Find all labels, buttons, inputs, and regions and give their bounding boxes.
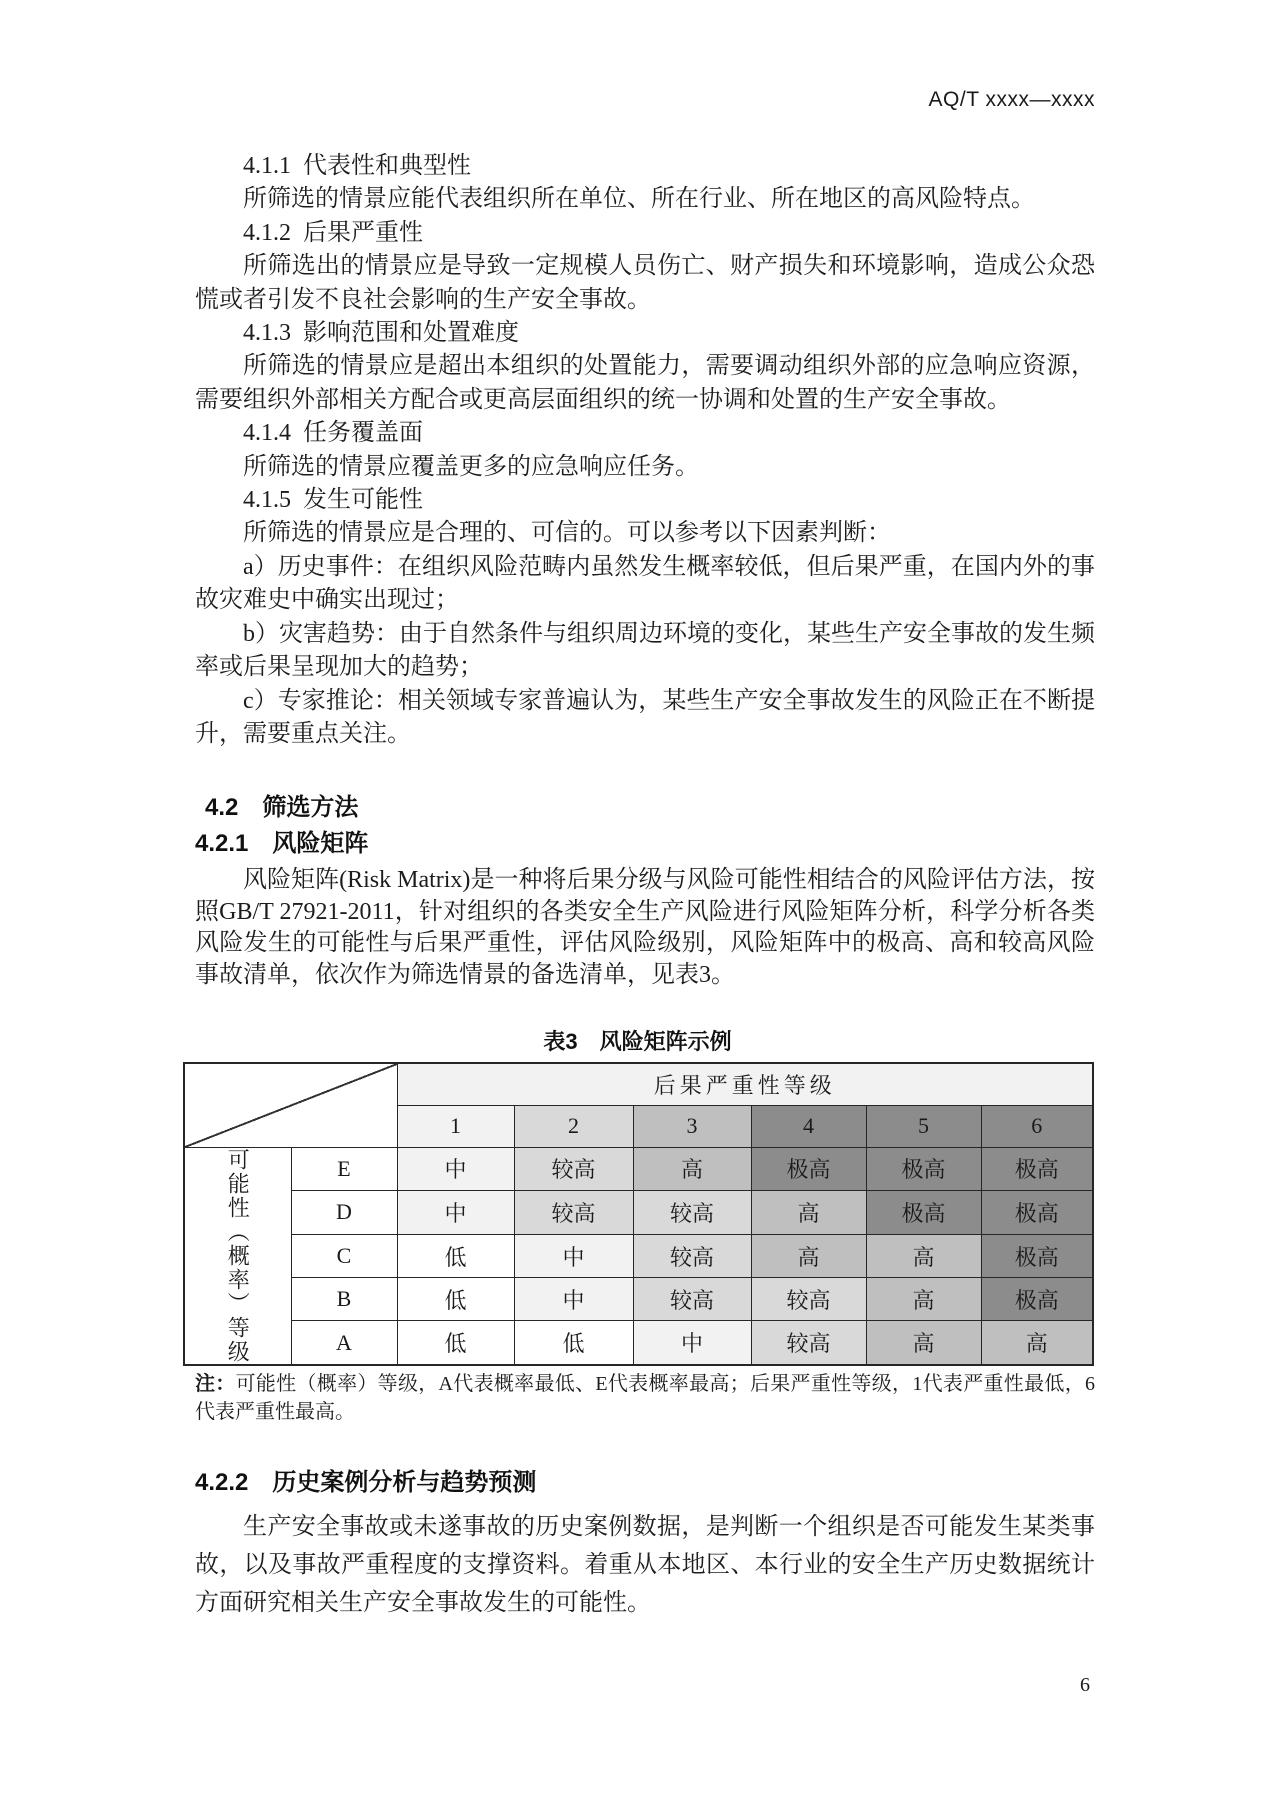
matrix-row-A	[184, 1321, 1093, 1365]
heading-4-1-5: 4.1.5 发生可能性	[243, 487, 423, 514]
cell-C-2: 中	[514, 1235, 633, 1278]
note-label: 注：	[195, 1372, 236, 1395]
risk-matrix-table	[183, 1062, 1094, 1366]
cell-B-5: 高	[866, 1278, 981, 1321]
note-text: 可能性（概率）等级，A代表概率最低、E代表概率最高；后果严重性等级，1代表严重性最低，6代表严重性最高。	[195, 1372, 1095, 1423]
severity-level-2: 2	[514, 1105, 633, 1147]
severity-level-6: 6	[981, 1105, 1093, 1147]
list-item-c: c）专家推论：相关领域专家普遍认为，某些生产安全事故发生的风险正在不断提升，需要重点关注。	[195, 687, 1095, 747]
cell-E-2: 较高	[514, 1147, 633, 1190]
row-label-D: D	[291, 1190, 397, 1234]
cell-C-1: 低	[397, 1235, 514, 1278]
body-blocks-top	[195, 150, 1095, 991]
cell-D-3: 较高	[633, 1190, 751, 1234]
heading-4-1-1: 4.1.1 代表性和典型性	[243, 153, 471, 179]
cell-C-6: 极高	[981, 1235, 1093, 1278]
cell-A-2: 低	[514, 1321, 633, 1365]
cell-B-6: 极高	[981, 1278, 1093, 1321]
para-4-2-2: 生产安全事故或未遂事故的历史案例数据，是判断一个组织是否可能发生某类事故，以及事故严重程度的支撑资料。着重从本地区、本行业的安全生产历史数据统计方面研究相关生产安全事故发生的可能性。	[195, 1513, 1095, 1616]
severity-level-5: 5	[866, 1105, 981, 1147]
body-blocks-bottom	[195, 1466, 1095, 1622]
list-item-b: b）灾害趋势：由于自然条件与组织周边环境的变化，某些生产安全事故的发生频率或后果呈现加大的趋势；	[195, 620, 1095, 681]
heading-4-1-3: 4.1.3 影响范围和处置难度	[243, 320, 519, 347]
cell-D-6: 极高	[981, 1190, 1093, 1234]
page-content	[195, 0, 1095, 1622]
cell-E-6: 极高	[981, 1147, 1093, 1190]
row-label-A: A	[291, 1321, 397, 1365]
heading-4-1-4: 4.1.4 任务覆盖面	[243, 420, 423, 447]
cell-B-4: 较高	[751, 1278, 866, 1321]
heading-4-2: 4.2 筛选方法	[205, 794, 359, 822]
heading-4-2-2: 4.2.2 历史案例分析与趋势预测	[195, 1468, 537, 1496]
cell-E-5: 极高	[866, 1147, 981, 1190]
cell-A-6: 高	[981, 1321, 1093, 1365]
para-risk-matrix: 风险矩阵(Risk Matrix)是一种将后果分级与风险可能性相结合的风险评估方法，按照GB/T 27921-2011，针对组织的各类安全生产风险进行风险矩阵分析，科学分析各类风险发生的可能性与后果严重性，评估风险级别，风险矩阵中的极高、高和较高风险事故清单，依次作为筛选情景的备选清单，见表3。	[195, 867, 1095, 988]
cell-C-5: 高	[866, 1235, 981, 1278]
severity-level-1: 1	[397, 1105, 514, 1147]
para-4-1-5: 所筛选的情景应是合理的、可信的。可以参考以下因素判断：	[243, 520, 891, 547]
cell-B-3: 较高	[633, 1278, 751, 1321]
cell-D-1: 中	[397, 1190, 514, 1234]
diagonal-corner-cell	[184, 1063, 397, 1147]
table-caption: 表3 风险矩阵示例	[543, 1029, 732, 1055]
cell-A-4: 较高	[751, 1321, 866, 1365]
matrix-row-D	[184, 1190, 1093, 1234]
severity-level-4: 4	[751, 1105, 866, 1147]
cell-E-4: 极高	[751, 1147, 866, 1190]
probability-group-header: 可能性（概率）等级	[184, 1147, 291, 1365]
table-note	[195, 1370, 1095, 1426]
para-4-1-3: 所筛选的情景应是超出本组织的处置能力，需要调动组织外部的应急响应资源，需要组织外部相关方配合或更高层面组织的统一协调和处置的生产安全事故。	[195, 353, 1095, 413]
cell-E-3: 高	[633, 1147, 751, 1190]
page-number: 6	[1080, 1674, 1090, 1696]
matrix-row-E	[184, 1147, 1093, 1190]
cell-A-5: 高	[866, 1321, 981, 1365]
severity-level-3: 3	[633, 1105, 751, 1147]
cell-D-2: 较高	[514, 1190, 633, 1234]
para-4-1-2: 所筛选出的情景应是导致一定规模人员伤亡、财产损失和环境影响，造成公众恐慌或者引发不良社会影响的生产安全事故。	[195, 253, 1095, 313]
cell-E-1: 中	[397, 1147, 514, 1190]
heading-4-1-2: 4.1.2 后果严重性	[243, 219, 423, 246]
list-item-a: a）历史事件：在组织风险范畴内虽然发生概率较低，但后果严重，在国内外的事故灾难史中确实出现过；	[195, 553, 1095, 614]
cell-C-4: 高	[751, 1235, 866, 1278]
matrix-row-C	[184, 1235, 1093, 1278]
cell-C-3: 较高	[633, 1235, 751, 1278]
cell-B-2: 中	[514, 1278, 633, 1321]
cell-B-1: 低	[397, 1278, 514, 1321]
row-label-E: E	[291, 1147, 397, 1190]
cell-D-5: 极高	[866, 1190, 981, 1234]
para-4-1-1: 所筛选的情景应能代表组织所在单位、所在行业、所在地区的高风险特点。	[243, 186, 1035, 213]
matrix-row-B	[184, 1278, 1093, 1321]
cell-D-4: 高	[751, 1190, 866, 1234]
cell-A-3: 中	[633, 1321, 751, 1365]
cell-A-1: 低	[397, 1321, 514, 1365]
heading-4-2-1: 4.2.1 风险矩阵	[195, 830, 369, 858]
row-label-C: C	[291, 1235, 397, 1278]
para-4-1-4: 所筛选的情景应覆盖更多的应急响应任务。	[243, 453, 699, 480]
row-label-B: B	[291, 1278, 397, 1321]
severity-group-header: 后果严重性等级	[397, 1063, 1093, 1105]
doc-code: AQ/T xxxx—xxxx	[928, 88, 1095, 111]
